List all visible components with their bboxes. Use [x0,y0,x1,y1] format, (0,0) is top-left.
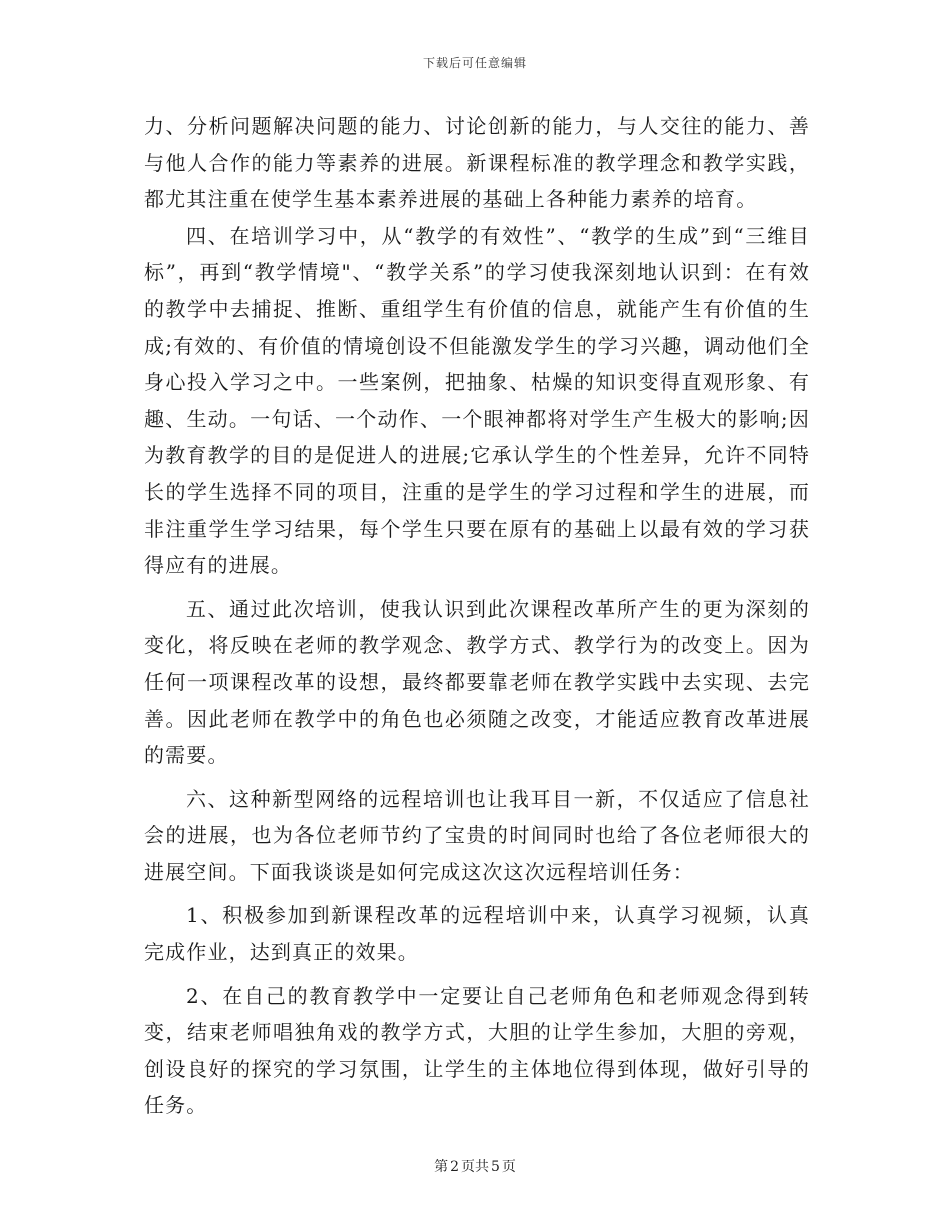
paragraph-item-one: 1、积极参加到新课程改革的远程培训中来，认真学习视频，认真完成作业，达到真正的效果。 [144,903,810,965]
footer-total-pages: 5 [491,1159,500,1175]
paragraph-section-five: 五、通过此次培训，使我认识到此次课程改革所产生的更为深刻的变化，将反映在老师的教学观念、教学方式、教学行为的改变上。因为任何一项课程改革的设想，最终都要靠老师在教学实践中去实现、去完善。因此老师在教学中的角色也必须随之改变，才能适应教育改革进展的需要。 [144,596,810,768]
footer-page-number: 2 [450,1159,459,1175]
paragraph-section-six: 六、这种新型网络的远程培训也让我耳目一新，不仅适应了信息社会的进展，也为各位老师节约了宝贵的时间同时也给了各位老师很大的进展空间。下面我谈谈是如何完成这次这次远程培训任务： [144,786,810,884]
footer-prefix: 第 [434,1159,449,1175]
page-footer [0,1156,950,1176]
document-body [144,108,810,1124]
footer-suffix: 页 [501,1159,516,1175]
page-header: 下载后可任意编辑 [422,56,527,70]
footer-middle: 页共 [461,1159,489,1175]
paragraph-section-four: 四、在培训学习中，从“教学的有效性”、“教学的生成”到“三维目标”，再到“教学情境"、“教学关系”的学习使我深刻地认识到：在有效的教学中去捕捉、推断、重组学生有价值的信息，就能产生有价值的生成;有效的、有价值的情境创设不但能激发学生的学习兴趣，调动他们全身心投入学习之中。一些案例，把抽象、枯燥的知识变得直观形象、有趣、生动。一句话、一个动作、一个眼神都将对学生产生极大的影响;因为教育教学的目的是促进人的进展;它承认学生的个性差异，允许不同特长的学生选择不同的项目，注重的是学生的学习过程和学生的进展，而非注重学生学习结果，每个学生只要在原有的基础上以最有效的学习获得应有的进展。 [144,223,810,578]
paragraph-item-two: 2、在自己的教育教学中一定要让自己老师角色和老师观念得到转变，结束老师唱独角戏的教学方式，大胆的让学生参加，大胆的旁观，创设良好的探究的学习氛围，让学生的主体地位得到体现，做好引导的任务。 [144,983,810,1118]
paragraph-continued: 力、分析问题解决问题的能力、讨论创新的能力，与人交往的能力、善与他人合作的能力等素养的进展。新课程标准的教学理念和教学实践，都尤其注重在使学生基本素养进展的基础上各种能力素养的培育。 [144,114,810,212]
